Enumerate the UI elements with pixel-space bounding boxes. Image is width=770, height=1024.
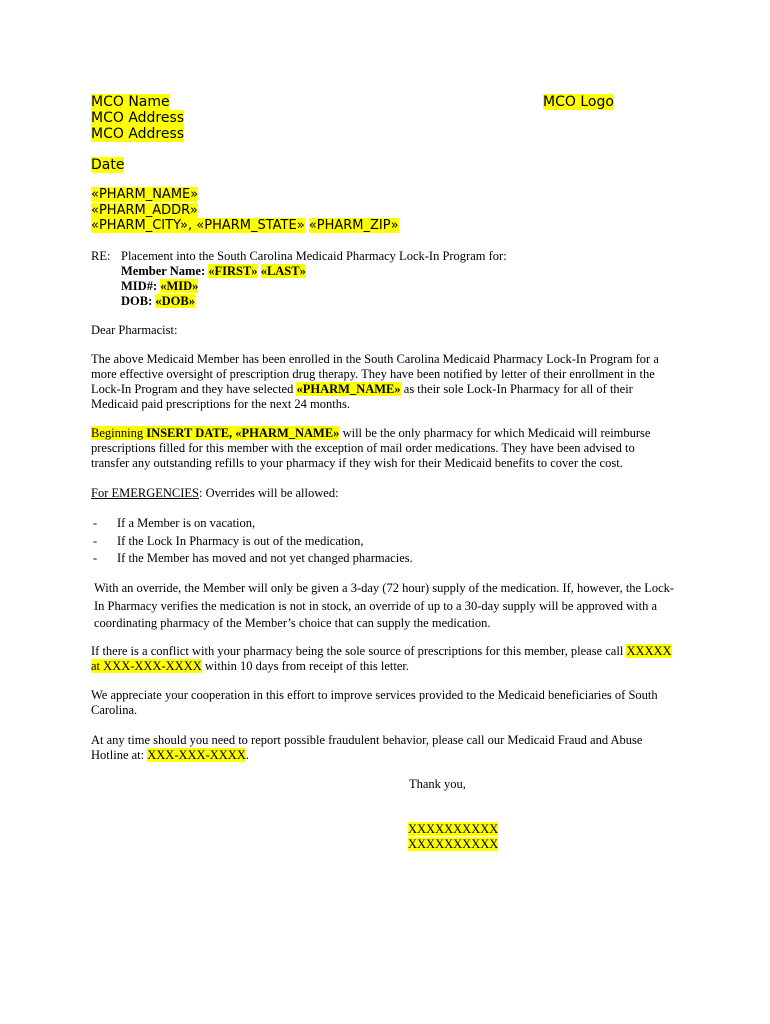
thank-you: Thank you, (409, 777, 466, 791)
list-item-text: If the Member has moved and not yet changed pharmacies. (117, 551, 413, 565)
para1-line3-pre: Lock-In Program and they have selected (91, 382, 297, 396)
para6-line2-pre: Hotline at: (91, 748, 148, 762)
pharm-zip-field: «PHARM_ZIP» (308, 218, 399, 233)
last-field: «LAST» (260, 264, 306, 278)
paragraph-beginning (91, 426, 650, 471)
mco-address-1: MCO Address (91, 110, 185, 126)
emergencies-text: : Overrides will be allowed: (199, 486, 339, 500)
pharm-city-field: «PHARM_CITY» (91, 218, 189, 233)
emergencies-label: For EMERGENCIES (91, 486, 199, 500)
pharm-state-field: «PHARM_STATE» (196, 218, 305, 233)
signature-block (408, 822, 498, 852)
letter-date: Date (91, 157, 125, 173)
bullet-dash: - (93, 551, 98, 565)
para4-line2-post: within 10 days from receipt of this letter. (201, 659, 409, 673)
mco-name: MCO Name (91, 94, 170, 110)
paragraph-conflict (91, 644, 672, 674)
paragraph-override (94, 580, 674, 633)
para6-line2-post: . (245, 748, 249, 762)
mco-logo: MCO Logo (543, 94, 614, 110)
list-item (91, 533, 413, 551)
emergencies-heading (91, 486, 339, 501)
member-name-label: Member Name: (121, 264, 209, 278)
para2-line1-post: will be the only pharmacy for which Medicaid will reimburse (339, 426, 651, 440)
signature-line-1: XXXXXXXXXX (408, 822, 499, 836)
mco-header (91, 94, 184, 142)
pharm-name-field: «PHARM_NAME» (91, 187, 199, 202)
mco-address-2: MCO Address (91, 126, 185, 142)
re-block (91, 249, 507, 309)
list-item-text: If a Member is on vacation, (117, 516, 256, 530)
para5-line2: Carolina. (91, 703, 138, 717)
first-field: «FIRST» (208, 264, 258, 278)
list-item-text: If the Lock In Pharmacy is out of the medication, (117, 533, 364, 548)
para1-pharm-name-field: «PHARM_NAME» (296, 382, 401, 396)
bullet-dash: - (93, 533, 98, 548)
re-text: Placement into the South Carolina Medicaid Pharmacy Lock-In Program for: (121, 249, 507, 263)
beginning-word: Beginning (91, 426, 147, 440)
para6-line1: At any time should you need to report possible fraudulent behavior, please call our Medicaid Fraud and Abuse (91, 733, 643, 747)
paragraph-enrollment (91, 352, 659, 412)
re-label: RE: (91, 249, 111, 263)
signature-line-2: XXXXXXXXXX (408, 837, 499, 851)
paragraph-appreciation (91, 688, 658, 718)
para3-line1: With an override, the Member will only be given a 3-day (72 hour) supply of the medication. If, however, the Lock- (94, 581, 675, 595)
phone-contact-field: XXXXX (626, 644, 672, 658)
dob-field: «DOB» (155, 294, 195, 308)
emergencies-list (91, 515, 413, 568)
salutation: Dear Pharmacist: (91, 323, 178, 337)
para1-line2: more effective oversight of prescription drug therapy. They have been notified by letter of their enrollment in the (91, 367, 655, 381)
list-item (91, 515, 413, 533)
list-item (91, 550, 413, 568)
paragraph-fraud-hotline (91, 733, 642, 763)
pharm-city-comma: , (188, 218, 197, 233)
para2-line3: transfer any outstanding refills to your pharmacy if they wish for their Medicaid benefits to cover the cost. (91, 456, 623, 470)
para5-line1: We appreciate your cooperation in this effort to improve services provided to the Medicaid beneficiaries of South (91, 688, 658, 702)
mid-field: «MID» (160, 279, 199, 293)
hotline-number-field: XXX-XXX-XXXX (147, 748, 246, 762)
dob-label: DOB: (121, 294, 156, 308)
para1-line3-post: as their sole Lock-In Pharmacy for all of their (400, 382, 633, 396)
insert-date-field: INSERT DATE, «PHARM_NAME» (146, 426, 340, 440)
bullet-dash: - (93, 516, 98, 530)
pharmacy-address (91, 187, 399, 234)
phone-number-field: at XXX-XXX-XXXX (91, 659, 202, 673)
para1-line4: Medicaid paid prescriptions for the next 24 months. (91, 397, 350, 411)
para1-line1: The above Medicaid Member has been enrolled in the South Carolina Medicaid Pharmacy Lock-In Program for a (91, 352, 659, 366)
para3-line3: coordinating pharmacy of the Member’s choice that can supply the medication. (94, 616, 491, 630)
para2-line2: prescriptions filled for this member with the exception of mail order medications. They have been advised to (91, 441, 635, 455)
mid-label: MID#: (121, 279, 161, 293)
para3-line2: In Pharmacy verifies the medication is not in stock, an override of up to a 30-day supply will be approved with a (94, 598, 658, 613)
para4-line1-pre: If there is a conflict with your pharmacy being the sole source of prescriptions for this member, please call (91, 644, 627, 658)
pharm-addr-field: «PHARM_ADDR» (91, 202, 198, 218)
